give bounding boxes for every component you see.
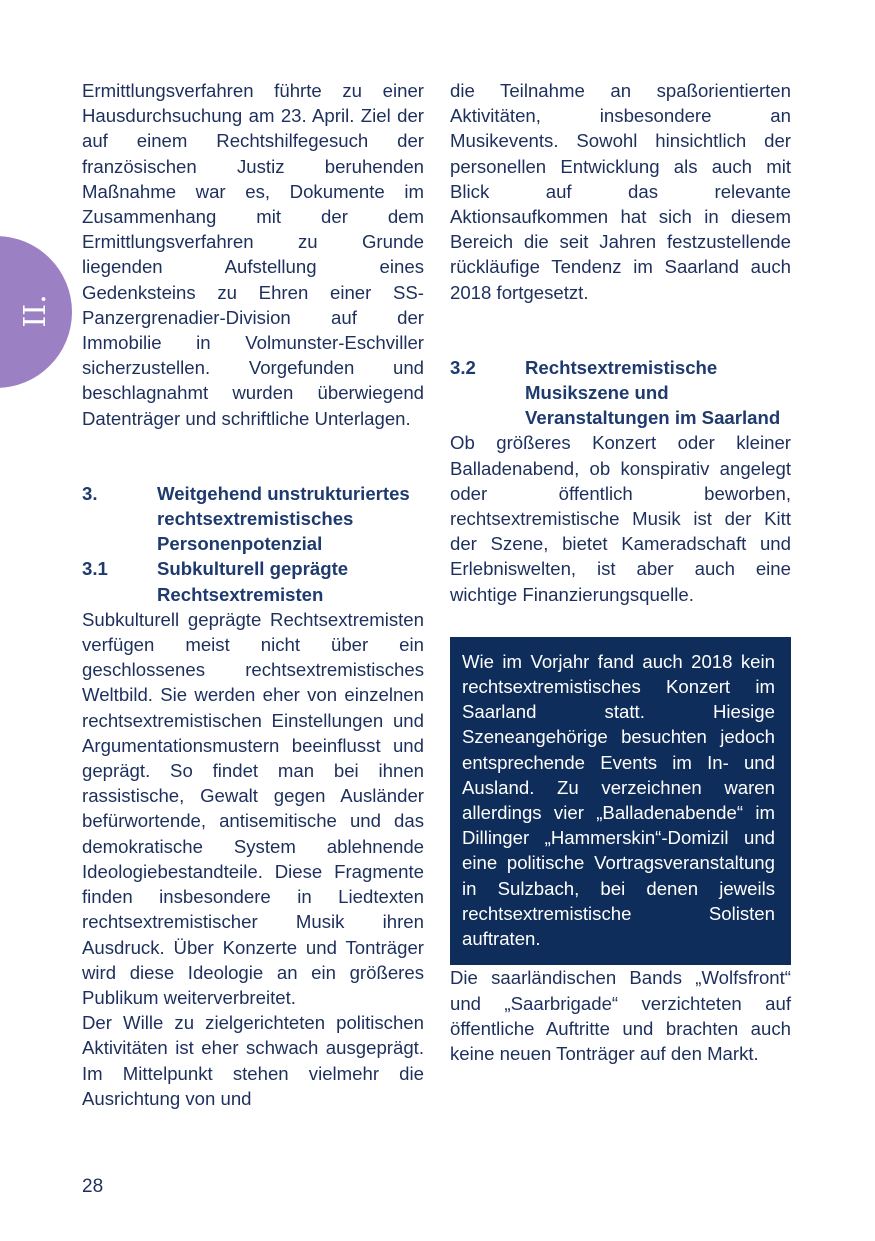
paragraph: Subkulturell geprägte Rechtsextremisten verfügen meist nicht über ein geschlossenes rechtsextremistisches Weltbild. Sie werden eher von einzelnen rechtsextremistischen Einstellungen und Argumentationsmustern beeinflusst und geprägt. So findet man bei ihnen rassistische, Gewalt gegen Ausländer befürwortende, antisemitische und das demokratische System ablehnende Ideologiebestandteile. Diese Fragmente finden insbesondere in Liedtexten rechtsextremistischer Musik ihren Ausdruck. Über Konzerte und Tonträger wird diese Ideologie an ein größeres Publikum weiterverbreitet. <box>82 608 424 1008</box>
section-heading-3 <box>82 481 424 557</box>
paragraph: die Teilnahme an spaßorientierten Aktivitäten, insbesondere an Musikevents. Sowohl hinsichtlich der personellen Entwicklung als auch mit Blick auf das relevante Aktionsaufkommen hat sich in diesem Bereich die seit Jahren festzustellende rückläufige Tendenz im Saarland auch 2018 fortgesetzt. <box>450 80 791 303</box>
paragraph: Die saarländischen Bands „Wolfsfront“ und „Saarbrigade“ verzichteten auf öffentliche Auftritte und brachten auch keine neuen Tonträger auf den Markt. <box>450 967 791 1064</box>
chapter-tab-label: II. <box>18 294 53 328</box>
section-heading-3-2 <box>450 355 791 431</box>
info-box-text: Wie im Vorjahr fand auch 2018 kein rechtsextremistisches Konzert im Saarland statt. Hiesige Szeneangehörige besuchten jedoch entsprechende Events im In- und Ausland. Zu verzeichnen waren allerdings vier „Balladenabende“ im Dillinger „Hammerskin“-Domizil und eine politische Vortragsveranstaltung in Sulzbach, bei denen jeweils rechtsextremistische Solisten auftraten. <box>462 650 775 950</box>
chapter-tab <box>0 236 72 388</box>
section-heading-3-1 <box>82 556 424 606</box>
paragraph: Der Wille zu zielgerichteten politischen Aktivitäten ist eher schwach ausgeprägt. Im Mittelpunkt stehen vielmehr die Ausrichtung von und <box>82 1012 424 1109</box>
section-title: Subkulturell geprägte Rechtsextremisten <box>157 558 349 605</box>
paragraph: Ob größeres Konzert oder kleiner Balladenabend, ob konspirativ angelegt oder öffentlich beworben, rechtsextremistische Musik ist der Kitt der Szene, bietet Kameradschaft und Erlebniswelten, ist aber auch eine wichtige Finanzierungsquelle. <box>450 432 791 605</box>
section-number: 3.1 <box>82 558 108 580</box>
section-title: Weitgehend unstrukturiertes rechtsextremistisches Personenpotenzial <box>157 482 410 555</box>
left-column <box>82 78 424 1111</box>
section-title: Rechtsextremistische Musikszene und Veranstaltungen im Saarland <box>525 356 781 429</box>
section-number: 3. <box>82 482 98 504</box>
paragraph: Ermittlungsverfahren führte zu einer Hausdurchsuchung am 23. April. Ziel der auf einem Rechtshilfegesuch der französischen Justiz beruhenden Maßnahme war es, Dokumente im Zusammenhang mit der dem Ermittlungsverfahren zu Grunde liegenden Aufstellung eines Gedenksteins zu Ehren einer SS-Panzergrenadier-Division auf der Immobilie in Volmunster-Eschviller sicherzustellen. Vorgefunden und beschlagnahmt wurden überwiegend Datenträger und schriftliche Unterlagen. <box>82 80 424 429</box>
page-number: 28 <box>82 1176 104 1197</box>
right-column <box>450 78 791 1066</box>
section-number: 3.2 <box>450 356 476 378</box>
info-box <box>450 637 791 965</box>
